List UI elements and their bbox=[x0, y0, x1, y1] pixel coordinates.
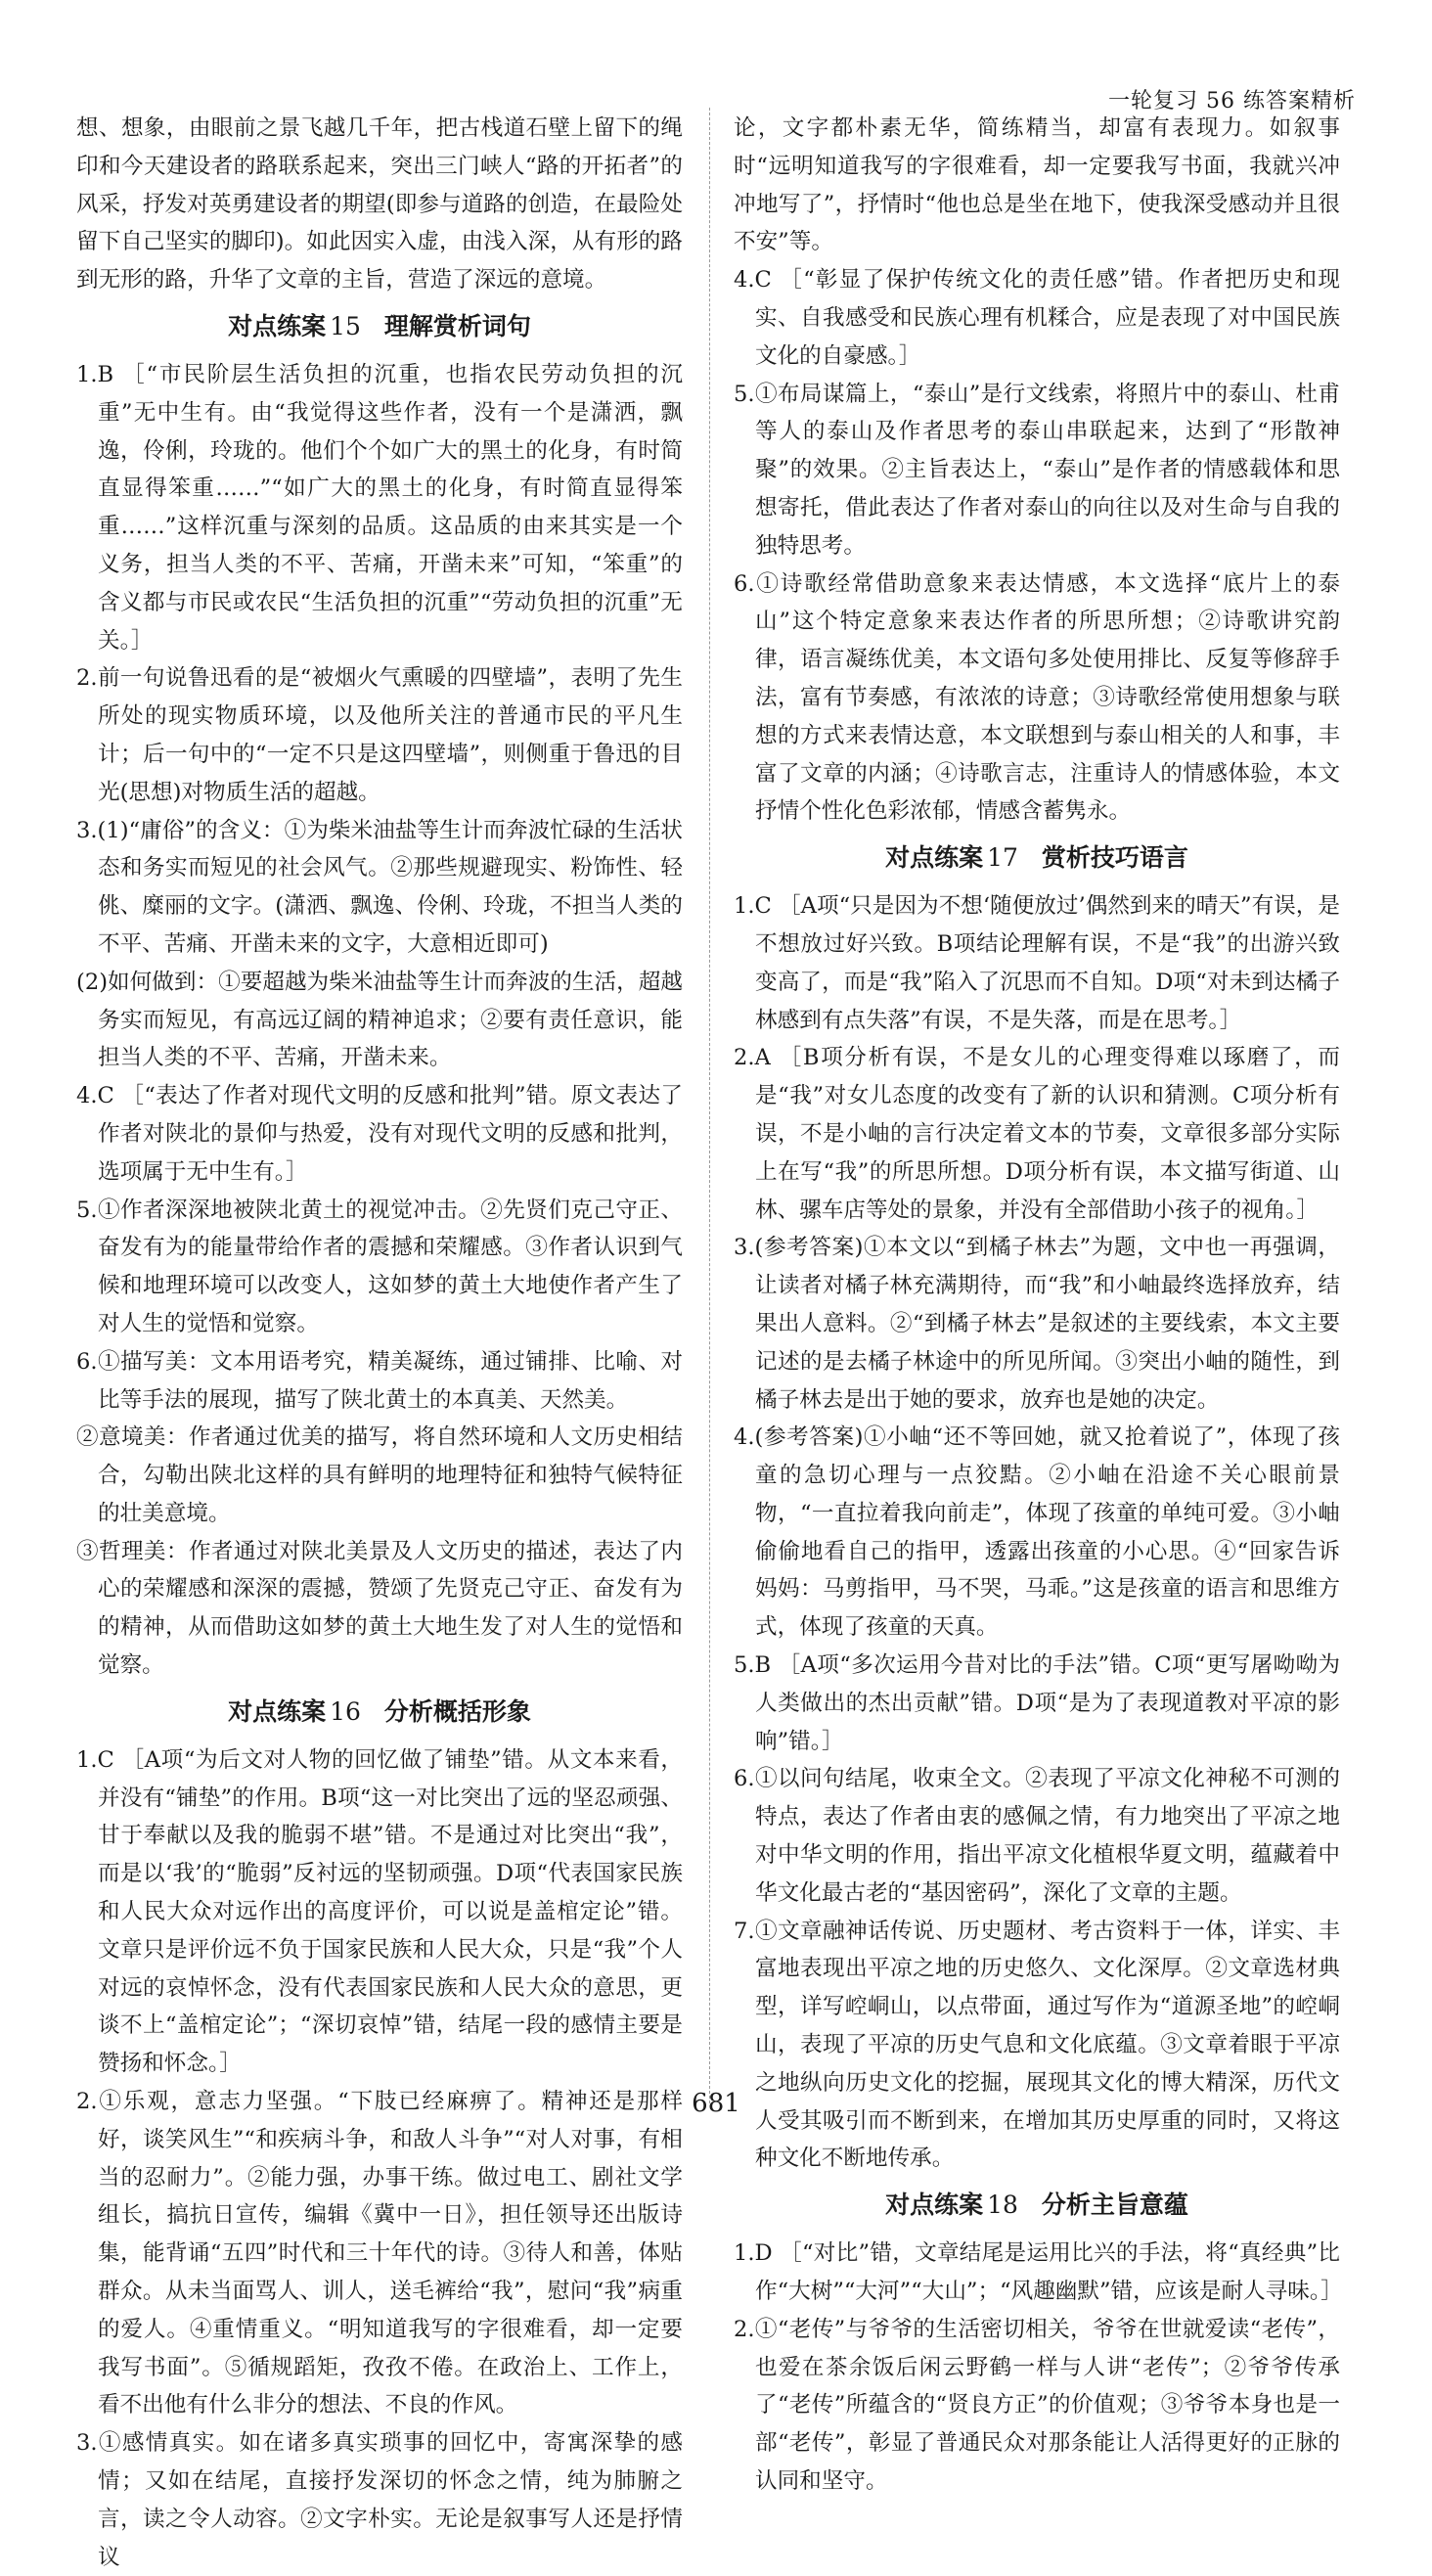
section-heading bbox=[734, 2186, 1340, 2225]
answer-paragraph: 论，文字都朴素无华，简练精当，却富有表现力。如叙事时“远明知道我写的字很难看，却一定要我写书面，我就兴冲冲地写了”，抒情时“他也总是坐在地下，使我深受感动并且很不安”等。 bbox=[734, 115, 1340, 255]
section-label: 对点练案 bbox=[228, 1696, 327, 1726]
answer-paragraph: 4.(参考答案)①小岫“还不等回她，就又抢着说了”，体现了孩童的急切心理与一点狡黠。②小岫在沿途不关心眼前景物，“一直拉着我向前走”，体现了孩童的单纯可爱。③小岫偷偷地看自己的指甲，透露出孩童的小心思。④“回家告诉妈妈：马剪指甲，马不哭，马乖。”这是孩童的语言和思维方式，体现了孩童的天真。 bbox=[734, 1424, 1340, 1641]
answer-paragraph: 2.①“老传”与爷爷的生活密切相关，爷爷在世就爱读“老传”，也爱在茶余饭后闲云野鹤一样与人讲“老传”；②爷爷传承了“老传”所蕴含的“贤良方正”的价值观；③爷爷本身也是一部“老传”，彰显了普通民众对那条能让人活得更好的正脉的认同和坚守。 bbox=[734, 2316, 1340, 2495]
running-header: 一轮复习 56 练答案精析 bbox=[1108, 89, 1356, 113]
answer-paragraph: 2.前一句说鲁迅看的是“被烟火气熏暖的四壁墙”，表明了先生所处的现实物质环境，以及他所关注的普通市民的平凡生计；后一句中的“一定不只是这四壁墙”，则侧重于鲁迅的目光(思想)对物质生活的超越。 bbox=[76, 665, 683, 805]
answer-paragraph: 5.①布局谋篇上，“泰山”是行文线索，将照片中的泰山、杜甫等人的泰山及作者思考的泰山串联起来，达到了“形散神聚”的效果。②主旨表达上，“泰山”是作者的情感载体和思想寄托，借此表达了作者对泰山的向往以及对生命与自我的独特思考。 bbox=[734, 381, 1340, 559]
answer-paragraph: 5.B ［A项“多次运用今昔对比的手法”错。C项“更写屠呦呦为人类做出的杰出贡献”错。D项“是为了表现道教对平凉的影响”错。］ bbox=[734, 1652, 1340, 1754]
section-heading bbox=[76, 1693, 683, 1732]
section-title: 分析主旨意蕴 bbox=[1041, 2191, 1188, 2220]
section-number: 18 bbox=[987, 2191, 1018, 2220]
answer-paragraph: ②意境美：作者通过优美的描写，将自然环境和人文历史相结合，勾勒出陕北这样的具有鲜明的地理特征和独特气候特征的壮美意境。 bbox=[76, 1424, 683, 1526]
answer-paragraph: 5.①作者深深地被陕北黄土的视觉冲击。②先贤们克己守正、奋发有为的能量带给作者的震撼和荣耀感。③作者认识到气候和地理环境可以改变人，这如梦的黄土大地使作者产生了对人生的觉悟和觉察。 bbox=[76, 1197, 683, 1336]
answer-paragraph: 6.①描写美：文本用语考究，精美凝练，通过铺排、比喻、对比等手法的展现，描写了陕北黄土的本真美、天然美。 bbox=[76, 1348, 683, 1413]
answer-paragraph: 1.C ［A项“为后文对人物的回忆做了铺垫”错。从文本来看，并没有“铺垫”的作用。B项“这一对比突出了远的坚忍顽强、甘于奉献以及我的脆弱不堪”错。不是通过对比突出“我”，而是以‘我’的“脆弱”反衬远的坚韧顽强。D项“代表国家民族和人民大众对远作出的高度评价，可以说是盖棺定论”错。文章只是评价远不负于国家民族和人民大众，只是“我”个人对远的哀悼怀念，没有代表国家民族和人民大众的意思，更谈不上“盖棺定论”；“深切哀悼”错，结尾一段的感情主要是赞扬和怀念。］ bbox=[76, 1746, 683, 2077]
column-divider bbox=[709, 108, 710, 2103]
page-number: 681 bbox=[692, 2089, 740, 2118]
section-label: 对点练案 bbox=[885, 2191, 984, 2220]
answer-paragraph: 想、想象，由眼前之景飞越几千年，把古栈道石壁上留下的绳印和今天建设者的路联系起来，突出三门峡人“路的开拓者”的风采，抒发对英勇建设者的期望(即参与道路的创造，在最险处留下自己坚实的脚印)。如此因实入虚，由浅入深，从有形的路到无形的路，升华了文章的主旨，营造了深远的意境。 bbox=[76, 115, 683, 294]
answer-paragraph: 3.①感情真实。如在诸多真实琐事的回忆中，寄寓深挚的感情；又如在结尾，直接抒发深切的怀念之情，纯为肺腑之言，读之令人动容。②文字朴实。无论是叙事写人还是抒情议 bbox=[76, 2430, 683, 2570]
section-heading bbox=[76, 307, 683, 346]
section-title: 分析概括形象 bbox=[383, 1696, 531, 1726]
answer-paragraph: (2)如何做到：①要超越为柴米油盐等生计而奔波的生活，超越务实而短见，有高远辽阔的精神追求；②要有责任意识，能担当人类的不平、苦痛，开凿未来。 bbox=[76, 969, 683, 1071]
section-label: 对点练案 bbox=[228, 311, 327, 340]
answer-paragraph: 1.C ［A项“只是因为不想‘随便放过’偶然到来的晴天”有误，是不想放过好兴致。B项结论理解有误，不是“我”的出游兴致变高了，而是“我”陷入了沉思而不自知。D项“对未到达橘子林感到有点失落”有误，不是失落，而是在思考。］ bbox=[734, 893, 1340, 1033]
answer-paragraph: 6.①以问句结尾，收束全文。②表现了平凉文化神秘不可测的特点，表达了作者由衷的感佩之情，有力地突出了平凉之地对中华文明的作用，指出平凉文化植根华夏文明，蕴藏着中华文化最古老的“基因密码”，深化了文章的主题。 bbox=[734, 1766, 1340, 1906]
answer-paragraph: 3.(参考答案)①本文以“到橘子林去”为题，文中也一再强调，让读者对橘子林充满期待，而“我”和小岫最终选择放弃，结果出人意料。②“到橘子林去”是叙述的主要线索，本文主要记述的是去橘子林途中的所见所闻。③突出小岫的随性，到橘子林去是出于她的要求，放弃也是她的决定。 bbox=[734, 1235, 1340, 1413]
section-number: 17 bbox=[987, 843, 1018, 873]
answer-paragraph: 4.C ［“表达了作者对现代文明的反感和批判”错。原文表达了作者对陕北的景仰与热爱，没有对现代文明的反感和批判，选项属于无中生有。］ bbox=[76, 1083, 683, 1185]
answer-paragraph: 3.(1)“庸俗”的含义：①为柴米油盐等生计而奔波忙碌的生活状态和务实而短见的社会风气。②那些规避现实、粉饰性、轻佻、糜丽的文字。(潇洒、飘逸、伶俐、玲珑，不担当人类的不平、苦痛、开凿未来的文字，大意相近即可) bbox=[76, 817, 683, 957]
answer-paragraph: 4.C ［“彰显了保护传统文化的责任感”错。作者把历史和现实、自我感受和民族心理有机糅合，应是表现了对中国民族文化的自豪感。］ bbox=[734, 267, 1340, 369]
section-title: 理解赏析词句 bbox=[383, 311, 531, 340]
section-title: 赏析技巧语言 bbox=[1041, 843, 1188, 873]
answer-paragraph: 1.B ［“市民阶层生活负担的沉重，也指农民劳动负担的沉重”无中生有。由“我觉得这些作者，没有一个是潇洒，飘逸，伶俐，玲珑的。他们个个如广大的黑土的化身，有时简直显得笨重……”“如广大的黑土的化身，有时简直显得笨重……”这样沉重与深刻的品质。这品质的由来其实是一个义务，担当人类的不平、苦痛，开凿未来”可知，“笨重”的含义都与市民或农民“生活负担的沉重”“劳动负担的沉重”无关。］ bbox=[76, 361, 683, 654]
answer-paragraph: 7.①文章融神话传说、历史题材、考古资料于一体，详实、丰富地表现出平凉之地的历史悠久、文化深厚。②文章选材典型，详写崆峒山，以点带面，通过写作为“道源圣地”的崆峒山，表现了平凉的历史气息和文化底蕴。③文章着眼于平凉之地纵向历史文化的挖掘，展现其文化的博大精深，历代文人受其吸引而不断到来，在增加其历史厚重的同时，又将这种文化不断地传承。 bbox=[734, 1918, 1340, 2172]
left-column bbox=[76, 110, 683, 2576]
answer-paragraph: 1.D ［“对比”错，文章结尾是运用比兴的手法，将“真经典”比作“大树”“大河”“大山”；“风趣幽默”错，应该是耐人寻味。］ bbox=[734, 2240, 1343, 2305]
answer-paragraph: 2.A ［B项分析有误，不是女儿的心理变得难以琢磨了，而是“我”对女儿态度的改变有了新的认识和猜测。C项分析有误，不是小岫的言行决定着文本的节奏，文章很多部分实际上在写“我”的所思所想。D项分析有误，本文描写街道、山林、骡车店等处的景象，并没有全部借助小孩子的视角。］ bbox=[734, 1045, 1340, 1223]
answer-paragraph: ③哲理美：作者通过对陕北美景及人文历史的描述，表达了内心的荣耀感和深深的震撼，赞颂了先贤克己守正、奋发有为的精神，从而借助这如梦的黄土大地生发了对人生的觉悟和觉察。 bbox=[76, 1538, 683, 1679]
section-number: 15 bbox=[330, 311, 361, 340]
section-heading bbox=[734, 838, 1340, 878]
right-column bbox=[734, 110, 1343, 2501]
section-number: 16 bbox=[330, 1696, 361, 1726]
answer-paragraph: 2.①乐观，意志力坚强。“下肢已经麻痹了。精神还是那样好，谈笑风生”“和疾病斗争，和敌人斗争”“对人对事，有相当的忍耐力”。②能力强，办事干练。做过电工、剧社文学组长，搞抗日宣传，编辑《冀中一日》，担任领导还出版诗集，能背诵“五四”时代和三十年代的诗。③待人和善，体贴群众。从未当面骂人、训人，送毛裤给“我”，慰问“我”病重的爱人。④重情重义。“明知道我写的字很难看，却一定要我写书面”。⑤循规蹈矩，孜孜不倦。在政治上、工作上，看不出他有什么非分的想法、不良的作风。 bbox=[76, 2089, 683, 2418]
section-label: 对点练案 bbox=[885, 843, 984, 873]
answer-paragraph: 6.①诗歌经常借助意象来表达情感，本文选择“底片上的泰山”这个特定意象来表达作者的所思所想；②诗歌讲究韵律，语言凝练优美，本文语句多处使用排比、反复等修辞手法，富有节奏感，有浓浓的诗意；③诗歌经常使用想象与联想的方式来表情达意，本文联想到与泰山相关的人和事，丰富了文章的内涵；④诗歌言志，注重诗人的情感体验，本文抒情个性化色彩浓郁，情感含蓄隽永。 bbox=[734, 570, 1340, 825]
